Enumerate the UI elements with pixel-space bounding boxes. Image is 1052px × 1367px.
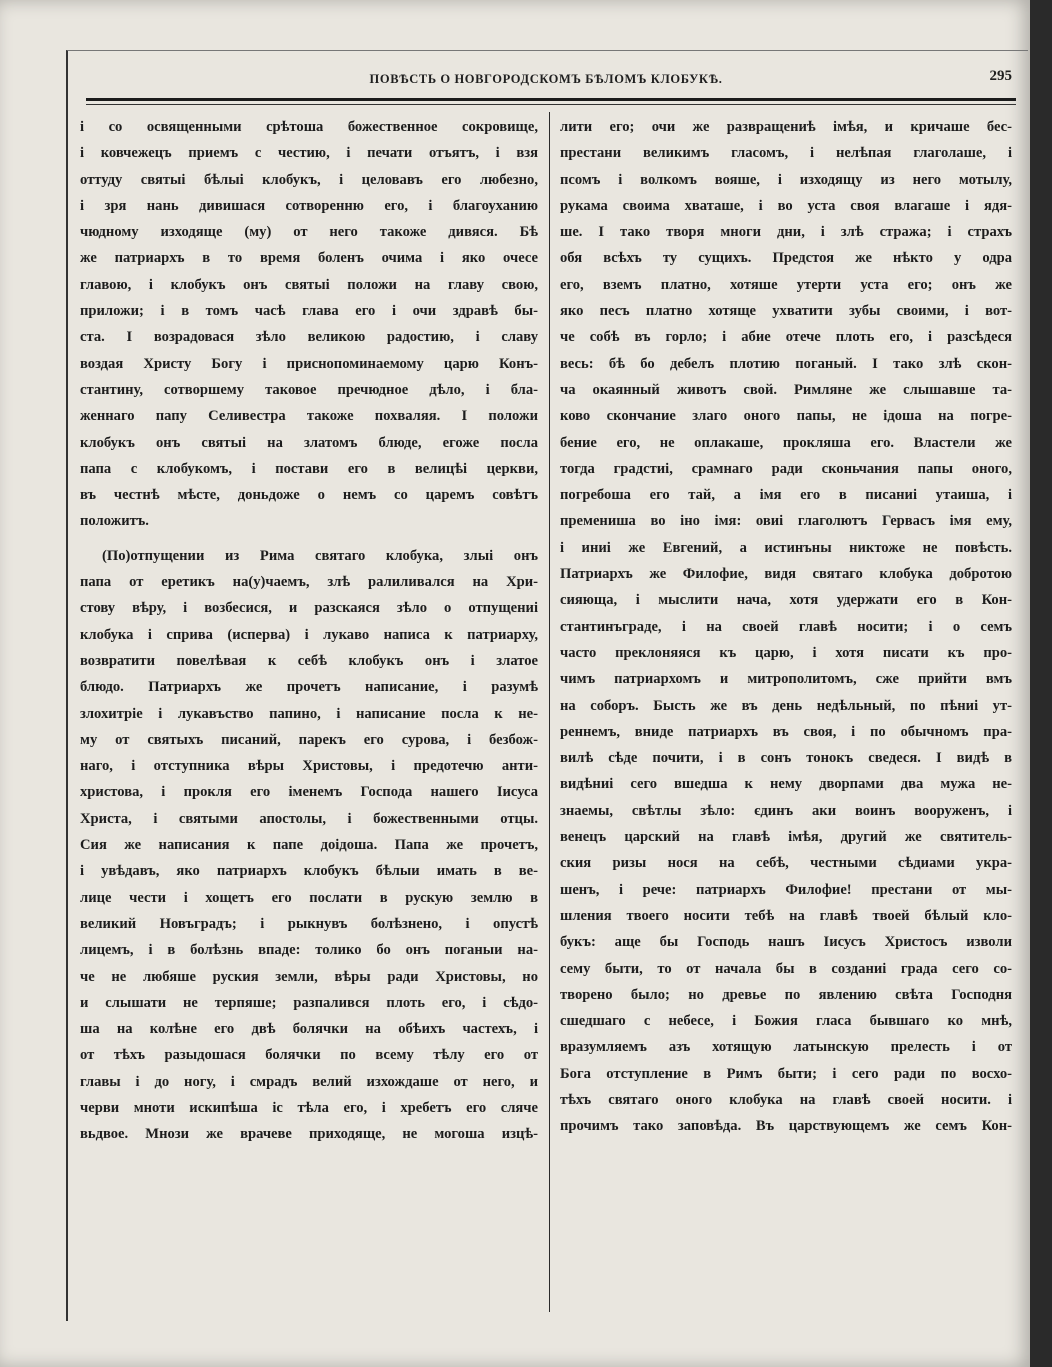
text-line: і со освященными срѣтоша божественное сокровище, (80, 119, 538, 135)
text-line: чюдному изходяще (му) от него такоже дивяся. Бѣ (80, 224, 538, 241)
text-line: премениша во іно імя: овиі глаголютъ Гервасъ імя ему, (560, 513, 1012, 530)
text-line: воздая Христу Богу і приснопоминаемому царю Конъ- (80, 355, 538, 372)
paragraph-3 (560, 114, 1012, 1140)
text-line: оттуду святыі бѣлыі клобукъ, і целовавъ его любезно, (80, 171, 538, 188)
page-number: 295 (989, 68, 1012, 84)
text-line: ша на колѣне его двѣ болячки на обѣихъ частехъ, і (80, 1021, 538, 1038)
text-line: черви мноти искипѣша іс тѣла его, і хребетъ его сляче (80, 1099, 538, 1116)
text-line: ста. І возрадовася зѣло великою радостию, і славу (80, 329, 538, 346)
text-line: ково скончание злаго оного папы, не ідоша на погре- (560, 408, 1012, 425)
text-line: погребоша его тай, а імя его в писаниі утаиша, і (560, 487, 1012, 504)
text-line: обя всѣхъ ту сущихъ. Предстоя же нѣкто у одра (560, 250, 1012, 267)
text-line: от тѣхъ разыдошася болячки по всему тѣлу его от (80, 1047, 538, 1064)
text-line: вразумляемъ азъ хотящую латынскую прелесть і от (560, 1039, 1012, 1056)
text-line: (По)отпущении из Рима святаго клобука, злыі онъ (102, 547, 538, 564)
paragraph-1 (80, 114, 538, 535)
text-line: і ковчежецъ приемъ с честию, і печати отъятъ, і взя (80, 145, 538, 162)
text-line: клобукъ онъ святыі на златомъ блюде, егоже посла (80, 434, 538, 451)
text-line: му от святыхъ писаний, парекъ его сурова, і безбож- (80, 731, 538, 748)
text-line: і зря нань дивишася сотворенню его, і благоуханию (80, 197, 538, 214)
column-divider (549, 112, 550, 1312)
text-line: тогда градстиі, срамнаго ради сконьчания папы оного, (560, 460, 1012, 477)
text-line: престани великимъ гласомъ, і нелѣпая глаголаше, і (560, 145, 1012, 162)
text-line: великий Новъградъ; і рыкнувъ болѣзнено, і опустѣ (80, 915, 538, 932)
text-line: чимъ патриархомъ и митрополитомъ, сже прийти вмъ (560, 671, 1012, 688)
text-line: и слышати не терпяше; разпалився плоть его, і сѣдо- (80, 994, 538, 1011)
text-line: стову вѣру, і возбесися, и разскаяся зѣло о отпущениі (80, 600, 538, 617)
text-line: женнаго папу Селивестра такоже похваляя. І положи (80, 408, 538, 425)
text-line: шенъ, і рече: патриархъ Филофие! престани от мы- (560, 881, 1012, 898)
paragraph-2 (80, 543, 538, 1148)
text-line: ча окаянный животъ свой. Римляне же слышавше та- (560, 381, 1012, 398)
text-line: знаемы, свѣтлы зѣло: єдинъ аки воинъ вооруженъ, і (560, 802, 1012, 819)
text-line: Христа, і святыми апостолы, і божественными отцы. (80, 810, 538, 827)
text-line: прочимъ тако заповѣда. Въ царствующемъ же семъ Кон- (560, 1118, 1012, 1135)
header-rule-thick (86, 98, 1016, 101)
text-line: его, вземъ платно, хотяше утерти уста его; онъ же (560, 276, 1012, 293)
text-line: че собѣ въ горло; і абие отече плоть его, і разсѣдеся (560, 329, 1012, 346)
header-rule-thin (86, 104, 1016, 105)
text-line: на соборъ. Бысть же въ день недѣльный, по пѣниі ут- (560, 697, 1012, 714)
running-title: ПОВѢСТЬ О НОВГОРОДСКОМЪ БѢЛОМЪ КЛОБУКѢ. (369, 72, 723, 86)
text-line: рукама своима хваташе, і во уста своя влагаше і ядя- (560, 197, 1012, 214)
page-header (66, 62, 1026, 92)
text-line: венецъ царский на главѣ імѣя, другий же святитель- (560, 829, 1012, 846)
text-line: въ честнѣ мѣсте, доньдоже о немъ со царемъ совѣтъ (80, 487, 538, 504)
text-line: возвратити повелѣвая к себѣ клобукъ онъ і златое (80, 652, 538, 669)
text-line: приложи; і в томъ часѣ глава его і очи здравѣ бы- (80, 303, 538, 320)
text-line: реннемъ, вниде патриархъ въ своя, і по обычномъ пра- (560, 723, 1012, 740)
text-line: лицемъ, і в болѣзнь впаде: толико бо онъ поганыи на- (80, 942, 538, 959)
text-line: ския ризы нося на себѣ, честными сѣдиами укра- (560, 855, 1012, 872)
text-line: клобука і сприва (исперва) і лукаво написа к патриарху, (80, 626, 538, 643)
text-line: видѣниі сего вшедша к нему дворпами два мужа не- (560, 776, 1012, 793)
text-line: наго, і отступника вѣры Христовы, і предотечю анти- (80, 758, 538, 775)
text-line: же патриархъ в то время боленъ очима і яко очесе (80, 250, 538, 267)
text-line: положитъ. (80, 513, 149, 530)
text-line: че не любяше руския земли, вѣры ради Христовы, но (80, 968, 538, 985)
text-line: букъ: аще бы Господь нашъ Іисусъ Христосъ изволи (560, 934, 1012, 951)
text-line: часто преклоняяся къ царю, і хотя писати къ про- (560, 644, 1012, 661)
text-line: ше. І тако творя многи дни, і злѣ стража; і страхъ (560, 224, 1012, 241)
text-line: христова, і прокля его іменемъ Господа нашего Іисуса (80, 784, 538, 801)
text-line: главы і до ногу, і смрадъ велий изхождаше от него, и (80, 1073, 538, 1090)
text-line: сияюща, і мыслити нача, хотя удержати его в Кон- (560, 592, 1012, 609)
text-line: стантинъграде, і на своей главѣ носити; і о семъ (560, 618, 1012, 635)
text-line: творено было; но древье по явлению свѣта Господня (560, 986, 1012, 1003)
text-line: лити его; очи же развращениѣ імѣя, и кричаше бес- (560, 119, 1012, 135)
text-line: вилѣ сѣде почити, і в сонъ тонокъ сведеся. І видѣ в (560, 750, 1012, 767)
text-line: папа с клобукомъ, і постави его в велицѣі церкви, (80, 460, 538, 477)
text-line: стантину, сотворшему таковое пречюдное дѣло, і бла- (80, 381, 538, 398)
text-line: і увѣдавъ, яко патриархъ клобукъ бѣлыи имать в ве- (80, 863, 538, 880)
text-line: шления твоего носити тебѣ на главѣ твоей бѣлый кло- (560, 907, 1012, 924)
left-column (80, 114, 538, 1148)
text-line: главою, і клобукъ онъ святыі положи на главу свою, (80, 276, 538, 293)
text-line: яко песъ платно хотяще ухватити зубы своими, і вот- (560, 303, 1012, 320)
text-line: злохитріе і лукавъство папино, і написание посла к не- (80, 705, 538, 722)
text-line: вьдвое. Мнози же врачеве приходяще, не могоша изцѣ- (80, 1126, 538, 1143)
text-line: бение его, не оплакаше, прокляша его. Властели же (560, 434, 1012, 451)
text-line: сему быти, то от начала бы в созданиі града сего со- (560, 960, 1012, 977)
text-line: сшедшаго с небесе, і Божия гласа бывшаго ко мнѣ, (560, 1013, 1012, 1030)
text-line: весь: бѣ бо дебелъ плотию поганый. І тако злѣ скон- (560, 355, 1012, 372)
right-column (560, 114, 1012, 1140)
text-line: Бога отступление в Римъ быти; і сего ради по восхо- (560, 1065, 1012, 1082)
text-line: Сия же написания к папе доідоша. Папа же прочетъ, (80, 837, 538, 854)
text-line: тѣхъ святаго оного клобука на главѣ своей носити. і (560, 1091, 1012, 1108)
text-line: папа от еретикъ на(у)чаемъ, злѣ ралиливался на Хри- (80, 574, 538, 591)
text-line: Патриархъ же Филофие, видя святаго клобука добротою (560, 566, 1012, 583)
paragraph-gap (80, 535, 538, 543)
text-line: псомъ і волкомъ вояше, і изходящу из него мотылу, (560, 171, 1012, 188)
text-line: і иниі же Евгений, а истинъны никтоже не повѣсть. (560, 539, 1012, 556)
text-line: лице чести і хощетъ его послати в рускую землю в (80, 889, 538, 906)
text-line: блюдо. Патриархъ же прочетъ написание, і разумѣ (80, 679, 538, 696)
